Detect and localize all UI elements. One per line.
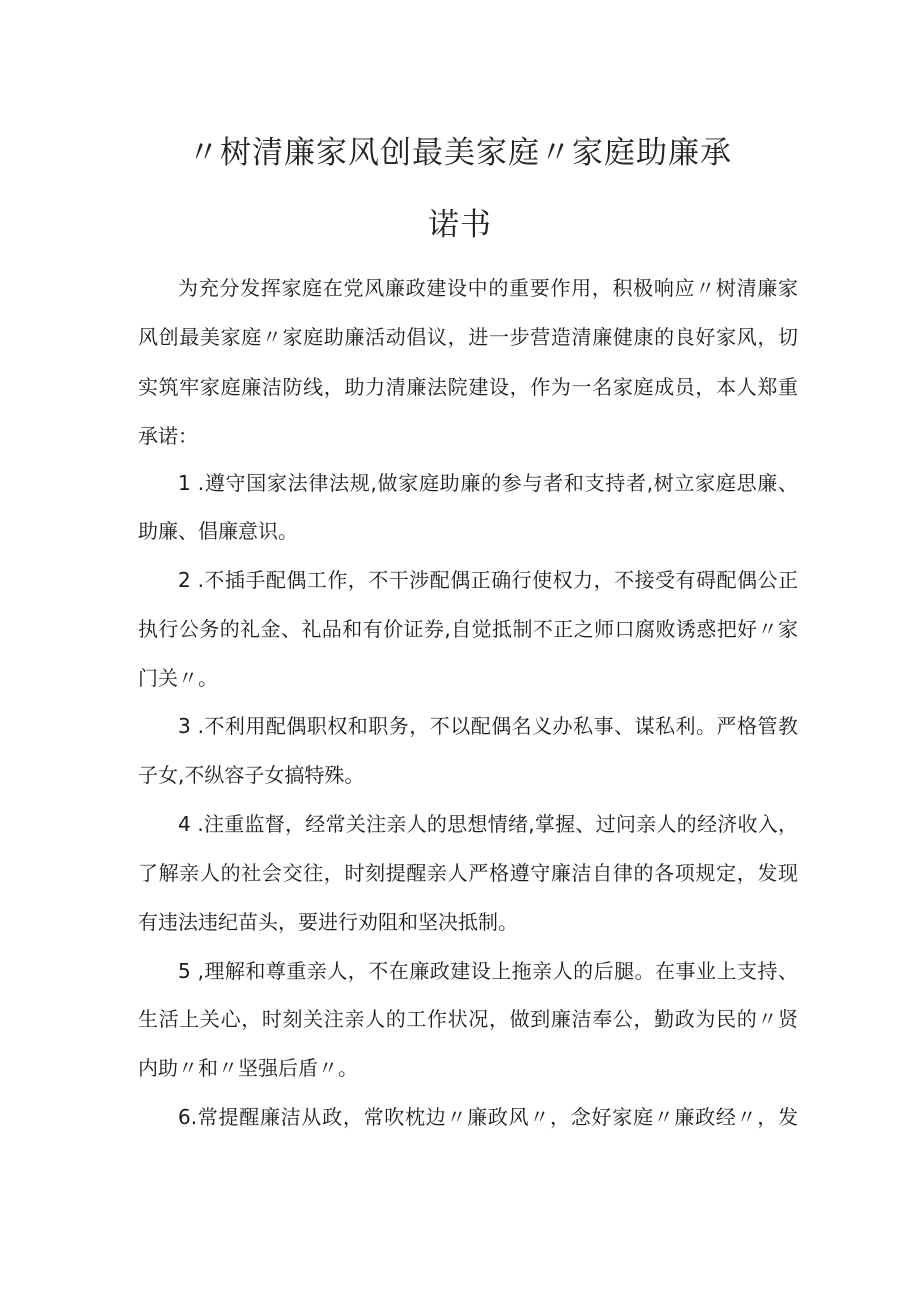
item-5-line-2: 生活上关心，时刻关注亲人的工作状况，做到廉洁奉公，勤政为民的〃贤 bbox=[138, 1007, 798, 1031]
item-6-line-1: 6.常提醒廉洁从政，常吹枕边〃廉政风〃，念好家庭〃廉政经〃，发 bbox=[178, 1105, 798, 1129]
item-4-line-2: 了解亲人的社会交往，时刻提醒亲人严格遵守廉洁自律的各项规定，发现 bbox=[138, 861, 798, 885]
item-2-line-1: 2 .不插手配偶工作，不干涉配偶正确行使权力，不接受有碍配偶公正 bbox=[178, 568, 798, 592]
item-2-line-2: 执行公务的礼金、礼品和有价证券,自觉抵制不正之师口腐败诱惑把好〃家 bbox=[138, 617, 798, 641]
document-title-line-2: 诺书 bbox=[428, 207, 492, 243]
item-1-line-1: 1 .遵守国家法律法规,做家庭助廉的参与者和支持者,树立家庭思廉、 bbox=[178, 471, 798, 495]
item-2-line-3: 门关〃。 bbox=[138, 666, 218, 690]
item-5-line-3: 内助〃和〃坚强后盾〃。 bbox=[138, 1056, 358, 1080]
intro-line-1: 为充分发挥家庭在党风廉政建设中的重要作用，积极响应〃树清廉家 bbox=[178, 276, 798, 300]
item-4-line-1: 4 .注重监督，经常关注亲人的思想情绪,掌握、过问亲人的经济收入， bbox=[178, 812, 798, 836]
item-1-line-2: 助廉、倡廉意识。 bbox=[138, 519, 298, 543]
item-4-line-3: 有违法违纪苗头，要进行劝阻和坚决抵制。 bbox=[138, 910, 518, 934]
item-3-line-1: 3 .不利用配偶职权和职务，不以配偶名义办私事、谋私利。严格管教 bbox=[178, 714, 798, 738]
item-5-line-1: 5 ,理解和尊重亲人，不在廉政建设上拖亲人的后腿。在事业上支持、 bbox=[178, 959, 798, 983]
intro-line-3: 实筑牢家庭廉洁防线，助力清廉法院建设，作为一名家庭成员，本人郑重 bbox=[138, 375, 798, 399]
intro-line-2: 风创最美家庭〃家庭助廉活动倡议，进一步营造清廉健康的良好家风，切 bbox=[138, 325, 798, 349]
document-title-line-1: 〃树清廉家风创最美家庭〃家庭助廉承 bbox=[188, 135, 732, 171]
intro-line-4: 承诺： bbox=[138, 424, 198, 448]
item-3-line-2: 子女,不纵容子女搞特殊。 bbox=[138, 763, 365, 787]
